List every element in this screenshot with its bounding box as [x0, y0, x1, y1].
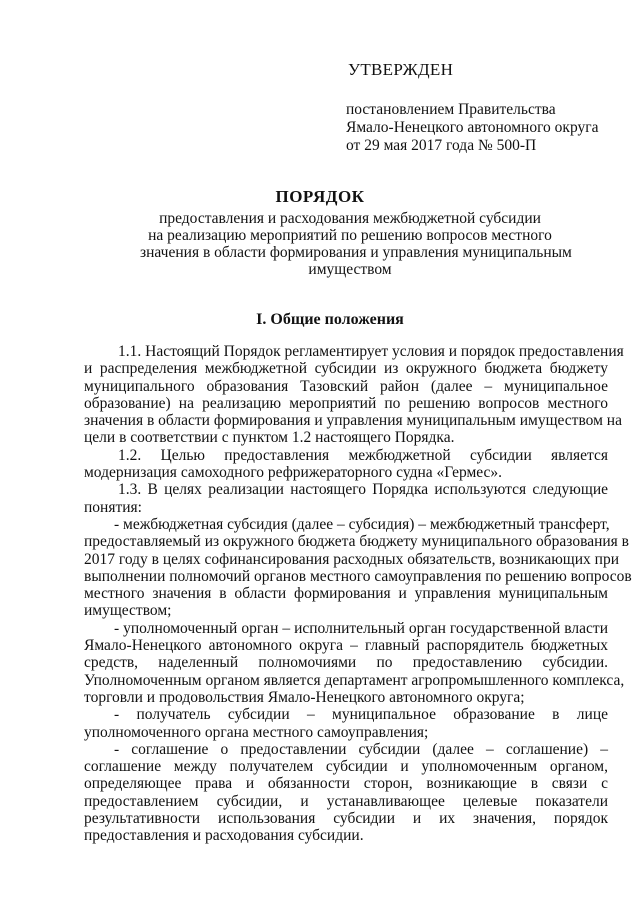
body-line: 1.3. В целях реализации настоящего Порядка используются следующие [118, 481, 608, 499]
body-line: выполнении полномочий органов местного самоуправления по решению вопросов [84, 567, 632, 585]
body-line: понятия: [84, 498, 142, 516]
body-line: модернизация самоходного рефрижераторного судна «Гермес». [84, 464, 503, 482]
body-line: - уполномоченный орган – исполнительный орган государственной власти [114, 619, 608, 637]
subtitle-line: предоставления и расходования межбюджетной субсидии [159, 210, 541, 227]
body-line: соглашение между получателем субсидии и уполномоченным органом, [84, 758, 608, 776]
document-body [84, 343, 632, 845]
body-line: Ямало-Ненецкого автономного округа – главный распорядитель бюджетных [84, 637, 608, 655]
section-heading: I. Общие положения [256, 311, 404, 328]
body-line: торговли и продовольствия Ямало-Ненецкого автономного округа; [84, 688, 525, 706]
body-line: имуществом; [84, 602, 172, 620]
body-line: Уполномоченным органом является департамент агропромышленного комплекса, [84, 671, 625, 689]
body-line: - соглашение о предоставлении субсидии (далее – соглашение) – [114, 740, 608, 758]
body-line: местного значения в области формирования и управления муниципальным [84, 585, 608, 603]
approval-reference [346, 101, 598, 155]
approval-line: Ямало-Ненецкого автономного округа [346, 119, 599, 136]
body-line: 1.2. Целью предоставления межбюджетной субсидии является [118, 446, 608, 464]
document-subtitle [140, 210, 572, 278]
approval-line: от 29 мая 2017 года № 500-П [346, 137, 537, 154]
body-line: уполномоченного органа местного самоуправления; [84, 723, 429, 741]
subtitle-line: значения в области формирования и управления муниципальным [140, 244, 572, 261]
body-line: средств, наделенный полномочиями по предоставлению субсидии. [84, 654, 608, 672]
body-line: муниципального образования Тазовский район (далее – муниципальное [84, 377, 608, 395]
body-line: образование) на реализацию мероприятий по решению вопросов местного [84, 394, 608, 412]
body-line: результативности использования субсидии и их значения, порядок [84, 810, 608, 828]
body-line: цели в соответствии с пунктом 1.2 настоящего Порядка. [84, 429, 455, 447]
subtitle-line: на реализацию мероприятий по решению вопросов местного [148, 227, 552, 244]
body-line: предоставлением субсидии, и устанавливающее целевые показатели [84, 792, 608, 810]
document-title: ПОРЯДОК [275, 187, 365, 206]
body-line: - получатель субсидии – муниципальное образование в лице [114, 706, 608, 724]
approval-stamp-heading: УТВЕРЖДЕН [348, 60, 454, 79]
approval-line: постановлением Правительства [346, 101, 556, 118]
body-line: значения в области формирования и управления муниципальным имуществом на [84, 412, 622, 430]
body-line: предоставления и расходования субсидии. [84, 827, 364, 845]
body-line: 2017 году в целях софинансирования расходных обязательств, возникающих при [84, 550, 619, 568]
body-line: - межбюджетная субсидия (далее – субсидия) – межбюджетный трансферт, [114, 515, 610, 533]
body-line: и распределения межбюджетной субсидии из окружного бюджета бюджету [84, 360, 608, 378]
body-line: предоставляемый из окружного бюджета бюджету муниципального образования в [84, 533, 629, 551]
subtitle-line: имуществом [308, 261, 392, 278]
body-line: 1.1. Настоящий Порядок регламентирует условия и порядок предоставления [118, 343, 624, 360]
body-line: определяющее права и обязанности сторон, возникающие в связи с [84, 775, 608, 793]
